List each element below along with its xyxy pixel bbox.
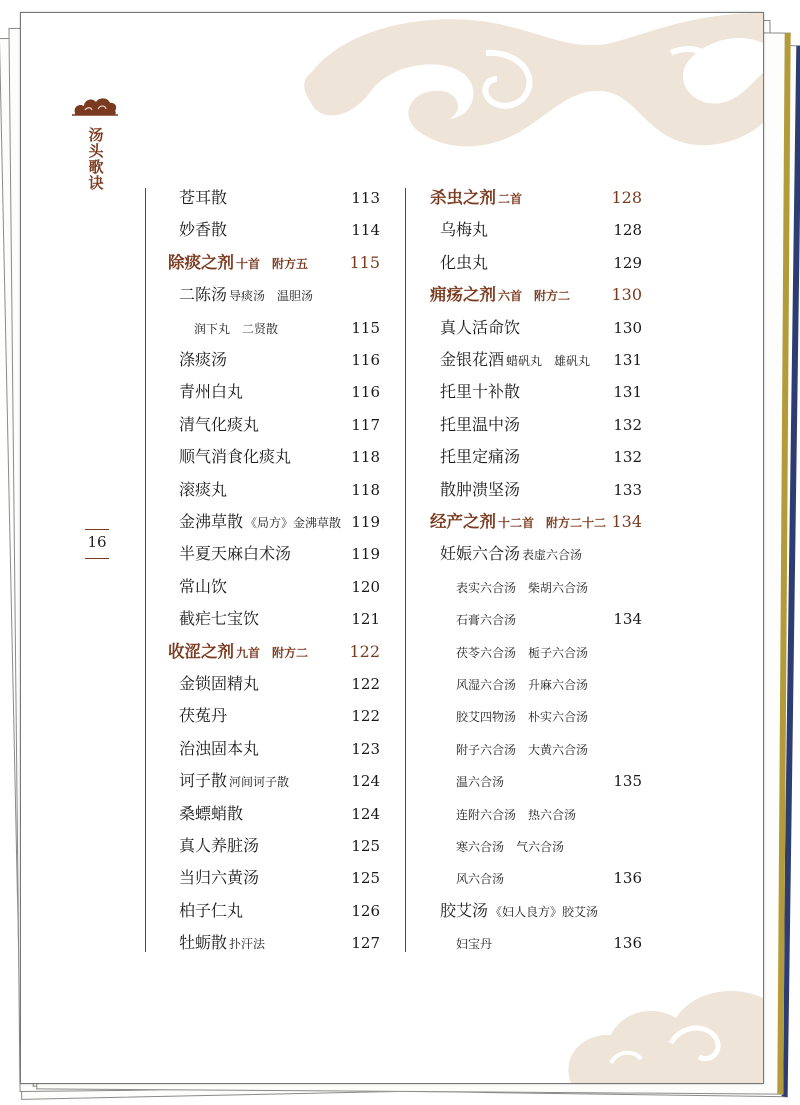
toc-entry-title: 风湿六合汤 升麻六合汤 — [456, 678, 589, 692]
toc-entry — [440, 538, 642, 570]
toc-entry-title: 妊娠六合汤 — [440, 544, 521, 564]
toc-entry-title: 半夏天麻白术汤 — [179, 544, 292, 564]
toc-entry-title: 顺气消食化痰丸 — [179, 447, 292, 467]
toc-entry — [456, 798, 642, 830]
toc-entry — [179, 474, 380, 506]
toc-entry-title: 桑螵蛸散 — [179, 803, 244, 823]
column-divider-left — [145, 188, 146, 952]
toc-entry-title: 茯菟丹 — [179, 706, 228, 726]
toc-entry-title: 柏子仁丸 — [179, 900, 244, 920]
toc-page-number: 136 — [613, 869, 642, 888]
toc-entry-title: 胶艾四物汤 朴实六合汤 — [456, 710, 589, 725]
toc-entry — [179, 830, 380, 862]
toc-page-number: 123 — [351, 739, 380, 758]
toc-entry — [456, 603, 642, 635]
toc-page-number: 115 — [351, 318, 380, 337]
toc-entry-title: 化虫丸 — [440, 252, 489, 272]
toc-entry-subtitle: 表虚六合汤 — [522, 548, 583, 563]
toc-page-number: 116 — [351, 351, 380, 369]
toc-entry — [456, 830, 642, 862]
toc-page-number: 115 — [349, 252, 380, 272]
toc-page-number: 134 — [611, 512, 642, 531]
toc-entry-title: 牡蛎散 — [179, 933, 228, 953]
toc-entry-subtitle: 十二首 附方二十二 — [498, 516, 607, 530]
toc-page-number: 118 — [351, 448, 380, 467]
toc-page-number: 129 — [613, 253, 642, 272]
toc-entry-title: 杀虫之剂 — [430, 188, 496, 207]
toc-entry — [456, 765, 642, 797]
toc-page-number: 124 — [351, 804, 380, 823]
toc-entry-subtitle: 蜡矾丸 雄矾丸 — [506, 354, 591, 368]
toc-entry-title: 真人活命饮 — [440, 317, 521, 337]
toc-page-number: 128 — [613, 221, 642, 240]
toc-entry-title: 乌梅丸 — [440, 220, 489, 240]
toc-entry — [456, 733, 642, 765]
toc-entry-title: 寒六合汤 气六合汤 — [456, 840, 565, 854]
toc-entry — [440, 409, 642, 441]
toc-entry-subtitle: 扑汗法 — [229, 937, 266, 952]
toc-page-number: 116 — [351, 383, 380, 402]
toc-page-number: 114 — [351, 221, 380, 240]
cloud-pattern-top-icon — [271, 13, 763, 183]
toc-entry — [179, 376, 380, 408]
toc-entry-title: 诃子散 — [179, 771, 228, 791]
toc-entry — [456, 927, 642, 959]
cloud-pattern-bottom-icon — [551, 963, 763, 1083]
toc-page-number: 119 — [351, 513, 380, 531]
toc-entry-title: 青州白丸 — [179, 382, 244, 402]
toc-entry — [179, 862, 380, 894]
toc-entry-title: 收涩之剂 — [168, 641, 234, 661]
book-title: 汤头歌诀 — [86, 127, 105, 191]
toc-entry — [179, 506, 380, 538]
toc-page-number: 130 — [613, 318, 642, 337]
toc-entry — [179, 344, 380, 376]
toc-section-heading — [430, 279, 642, 311]
toc-page-number: 118 — [351, 480, 380, 499]
toc-entry-title: 滚痰丸 — [179, 479, 228, 499]
page-number-rule-bottom — [85, 558, 109, 559]
toc-entry-subtitle: 《妇人良方》胶艾汤 — [490, 904, 599, 919]
toc-section-heading — [168, 636, 380, 668]
toc-entry-title: 真人养脏汤 — [179, 836, 260, 855]
toc-entry-title: 治浊固本丸 — [179, 738, 260, 758]
toc-entry — [440, 247, 642, 279]
toc-entry-subtitle: 二首 — [498, 192, 523, 206]
toc-entry — [179, 441, 380, 473]
toc-page-number: 122 — [351, 707, 380, 726]
toc-page-number: 132 — [613, 448, 642, 467]
toc-page-number: 122 — [351, 675, 380, 693]
column-divider-right — [405, 188, 406, 952]
toc-entry — [440, 474, 642, 506]
cloud-ornament-icon — [71, 95, 119, 117]
toc-entry-subtitle: 十首 附方五 — [236, 256, 309, 271]
page-number-rule-top — [85, 529, 109, 530]
toc-page-number: 119 — [351, 545, 380, 564]
toc-entry-title: 温六合汤 — [456, 775, 505, 790]
toc-entry-title: 胶艾汤 — [440, 900, 489, 920]
toc-entry-subtitle: 九首 附方二 — [236, 645, 309, 660]
toc-page-number: 120 — [351, 577, 380, 596]
toc-page-number: 125 — [351, 837, 380, 855]
toc-entry-title: 托里十补散 — [440, 382, 521, 402]
toc-entry-title: 截疟七宝饮 — [179, 609, 260, 629]
toc-entry-subtitle: 六首 附方二 — [498, 289, 571, 304]
toc-page-number: 135 — [613, 772, 642, 791]
toc-entry-title: 经产之剂 — [430, 512, 496, 531]
toc-entry-title: 妇宝丹 — [456, 937, 493, 952]
toc-page-number: 131 — [613, 383, 642, 402]
toc-entry — [179, 765, 380, 797]
toc-entry — [440, 376, 642, 408]
side-title — [67, 95, 123, 191]
toc-entry-title: 润下丸 二贤散 — [194, 321, 279, 336]
toc-page-number: 136 — [613, 934, 642, 953]
toc-section-heading — [430, 506, 642, 538]
toc-page-number: 121 — [351, 610, 380, 629]
toc-entry — [179, 182, 380, 214]
toc-page-number: 131 — [613, 351, 642, 369]
toc-page-number: 122 — [349, 641, 380, 661]
toc-entry-title: 散肿溃坚汤 — [440, 479, 521, 499]
toc-entry-title: 苍耳散 — [179, 188, 228, 207]
toc-entry-title: 连附六合汤 热六合汤 — [456, 807, 577, 822]
toc-entry — [179, 733, 380, 765]
toc-page-number: 134 — [613, 610, 642, 629]
toc-entry — [194, 312, 380, 344]
toc-entry — [456, 862, 642, 894]
toc-entry-title: 金银花酒 — [440, 350, 505, 369]
toc-entry-title: 托里温中汤 — [440, 414, 521, 434]
toc-section-heading — [430, 182, 642, 214]
toc-entry-subtitle: 导痰汤 温胆汤 — [229, 289, 314, 304]
page-number-text: 16 — [87, 533, 107, 551]
toc-entry-title: 风六合汤 — [456, 872, 505, 887]
toc-entry-title: 附子六合汤 大黄六合汤 — [456, 742, 589, 757]
toc-entry-title: 表实六合汤 柴胡六合汤 — [456, 580, 589, 595]
toc-entry — [440, 441, 642, 473]
toc-entry-title: 除痰之剂 — [168, 252, 234, 272]
toc-entry — [456, 636, 642, 668]
toc-entry-title: 茯苓六合汤 栀子六合汤 — [456, 645, 589, 660]
toc-entry — [440, 214, 642, 246]
toc-page-number: 126 — [351, 901, 380, 920]
toc-entry-title: 痈疡之剂 — [430, 285, 496, 305]
toc-page-number: 124 — [351, 772, 380, 791]
toc-page-number: 132 — [613, 415, 642, 434]
toc-entry-title: 当归六黄汤 — [179, 868, 260, 888]
toc-entry — [456, 700, 642, 732]
toc-entry-title: 金沸草散 — [179, 512, 244, 531]
toc-entry — [179, 798, 380, 830]
toc-entry — [179, 895, 380, 927]
toc-page-number: 133 — [613, 480, 642, 499]
toc-entry-title: 托里定痛汤 — [440, 447, 521, 467]
toc-entry — [179, 668, 380, 700]
toc-entry — [179, 214, 380, 246]
toc-entry — [179, 571, 380, 603]
toc-entry — [456, 668, 642, 700]
toc-entry — [179, 409, 380, 441]
toc-entry-title: 清气化痰丸 — [179, 414, 260, 434]
toc-page-number: 128 — [611, 188, 642, 207]
toc-page-number: 130 — [611, 285, 642, 305]
toc-entry — [179, 700, 380, 732]
toc-page-number: 125 — [351, 869, 380, 888]
toc-entry-title: 金锁固精丸 — [179, 674, 260, 693]
toc-entry-subtitle: 《局方》金沸草散 — [245, 516, 342, 530]
toc-entry-title: 石膏六合汤 — [456, 613, 517, 628]
page-number — [85, 533, 109, 551]
toc-entry — [440, 312, 642, 344]
book-page — [20, 12, 764, 1084]
toc-entry-title: 常山饮 — [179, 576, 228, 596]
toc-entry — [440, 344, 642, 376]
toc-entry — [179, 538, 380, 570]
toc-page-number: 127 — [351, 934, 380, 953]
toc-page-number: 117 — [351, 415, 380, 434]
toc-entry — [440, 895, 642, 927]
toc-entry-title: 二陈汤 — [179, 285, 228, 305]
toc-entry — [179, 279, 380, 311]
toc-section-heading — [168, 247, 380, 279]
toc-entry — [179, 603, 380, 635]
toc-entry-title: 妙香散 — [179, 220, 228, 240]
toc-page-number: 113 — [351, 189, 380, 207]
toc-entry-subtitle: 河间诃子散 — [229, 775, 290, 790]
toc-entry — [179, 927, 380, 959]
toc-entry — [456, 571, 642, 603]
toc-entry-title: 涤痰汤 — [179, 350, 228, 369]
